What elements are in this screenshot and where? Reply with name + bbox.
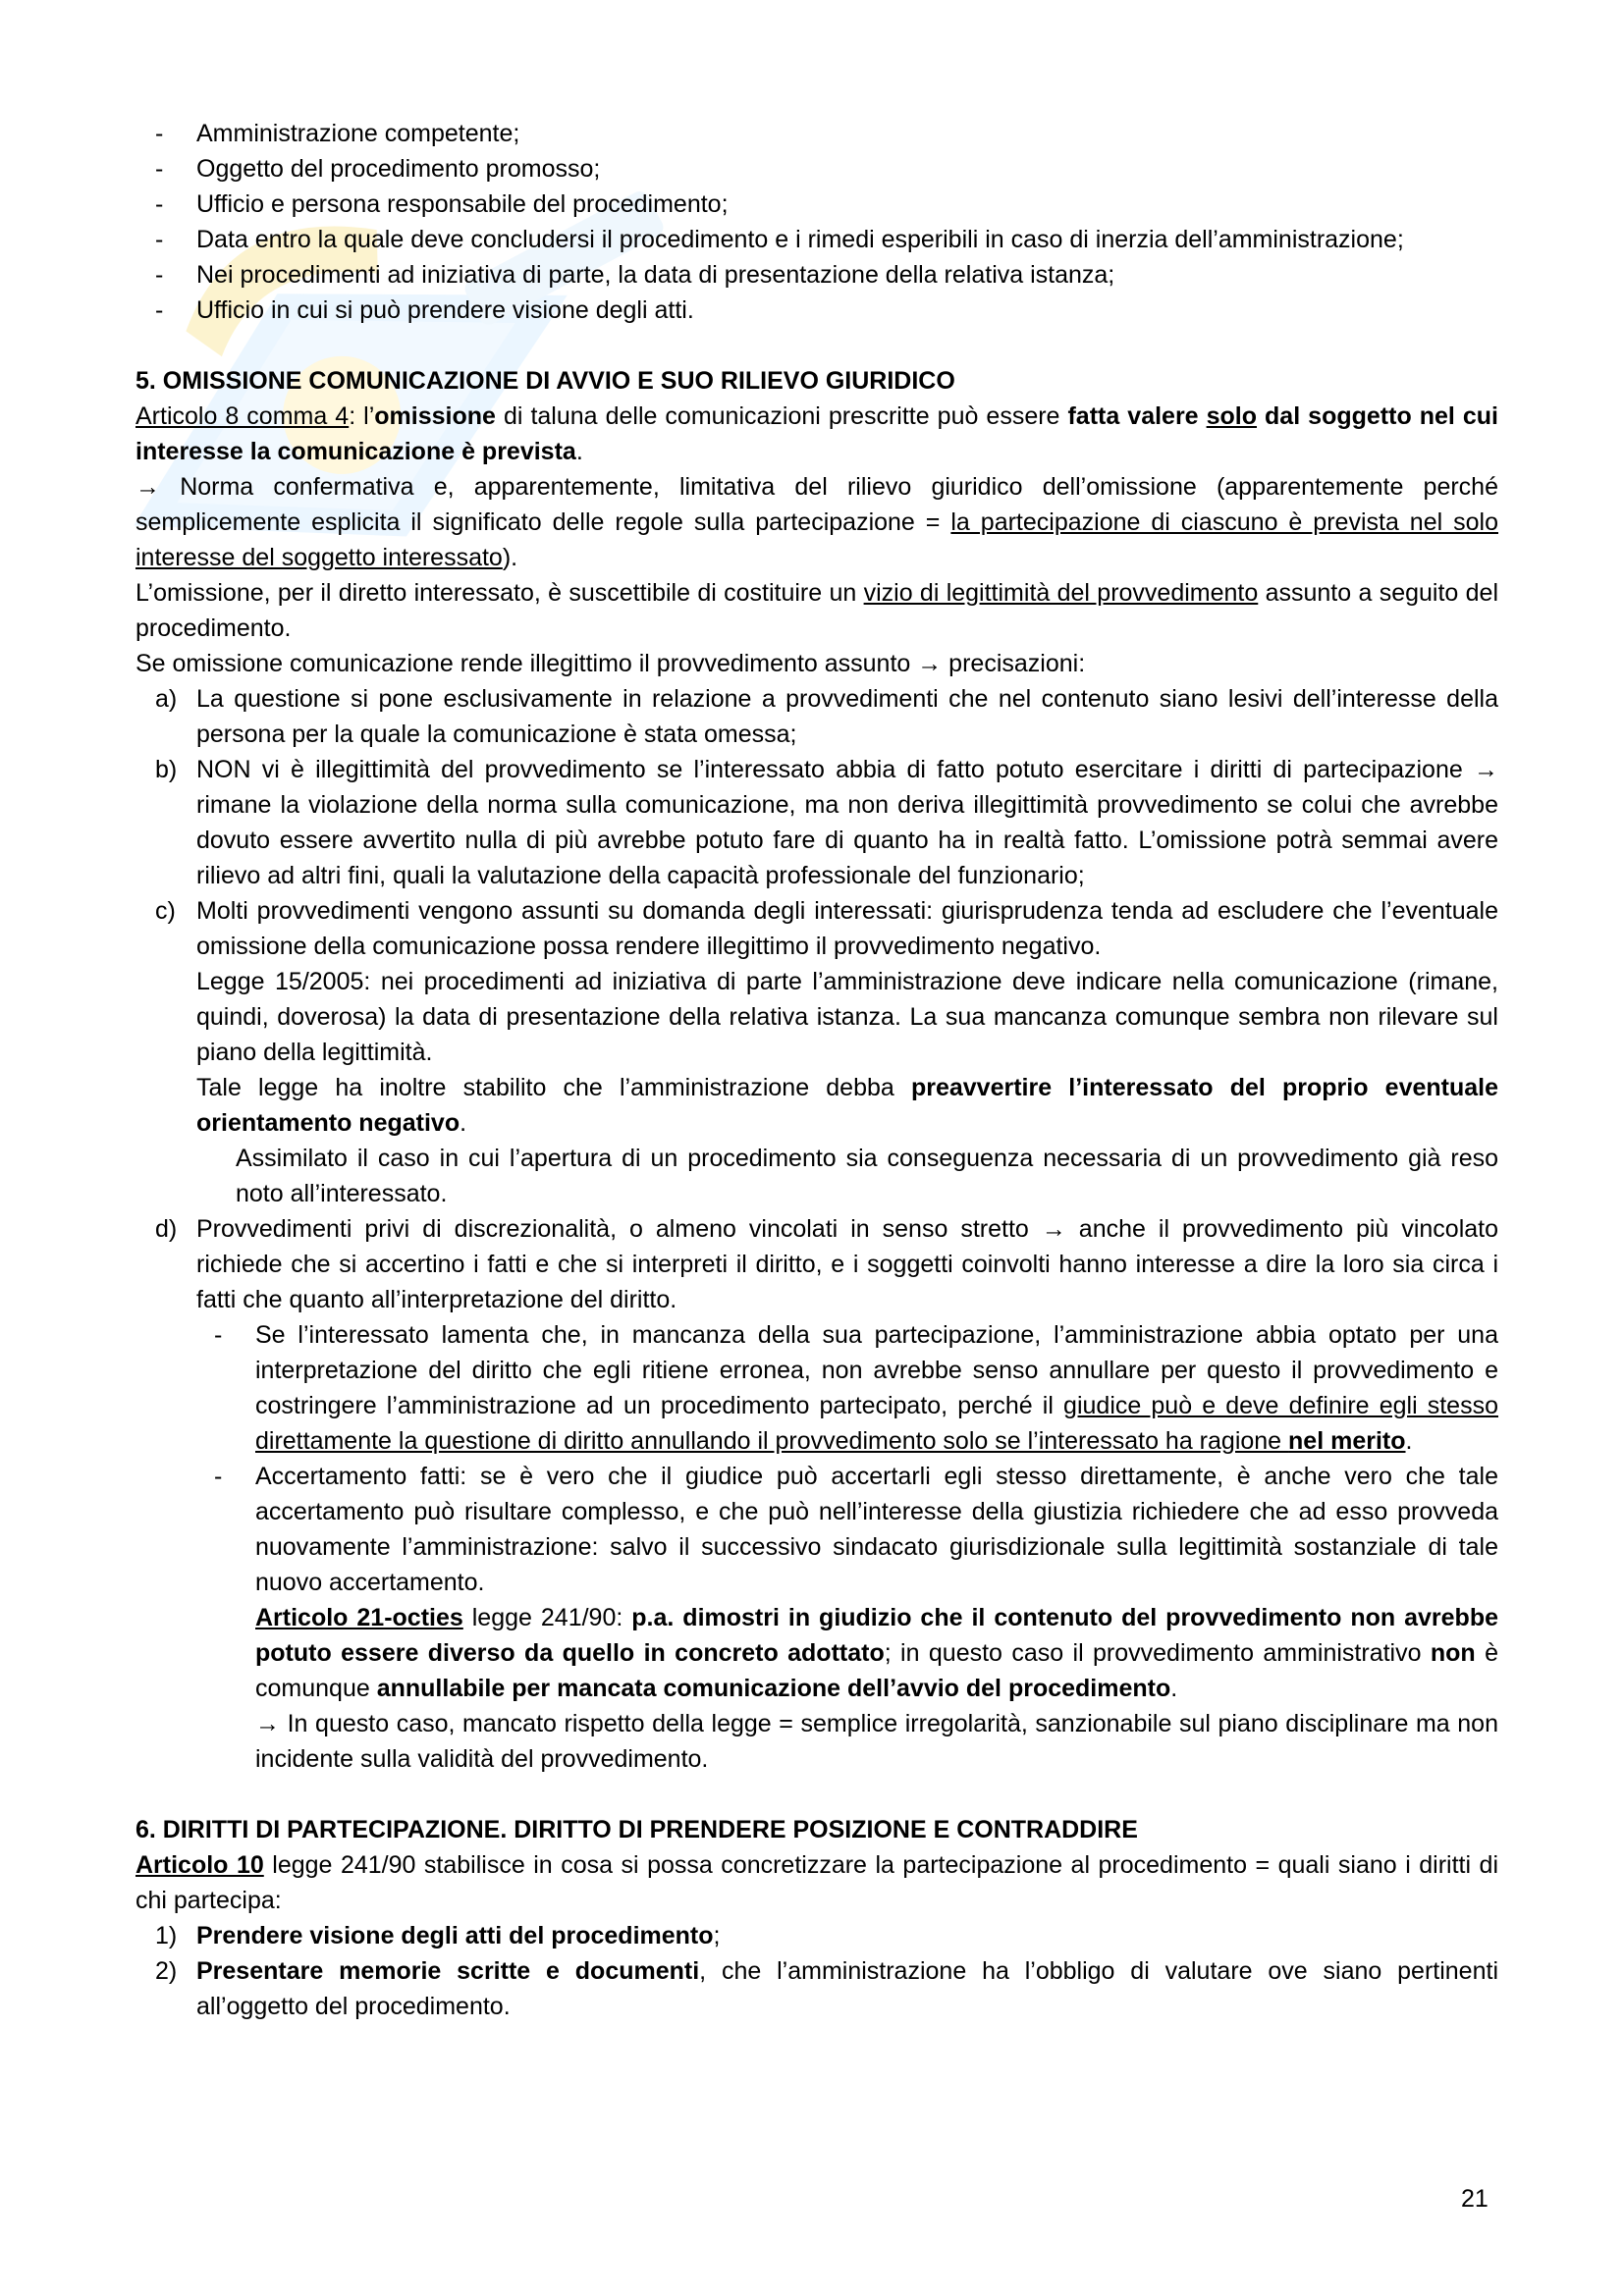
section-6-heading: 6. DIRITTI DI PARTECIPAZIONE. DIRITTO DI PRENDERE POSIZIONE E CONTRADDIRE: [135, 1816, 1138, 1843]
article-reference: Articolo 8 comma 4: [135, 402, 350, 430]
article-10-paragraph: Articolo 10 legge 241/90 stabilisce in cosa si possa concretizzare la partecipazione al procedimento = quali siano i diritti di chi partecipa:: [135, 1851, 1498, 1914]
list-item: - Oggetto del procedimento promosso;: [135, 151, 1498, 187]
list-item: - Ufficio e persona responsabile del procedimento;: [135, 187, 1498, 222]
precisazioni-list: [135, 681, 1498, 1317]
norma-confermativa-paragraph: → Norma confermativa e, apparentemente, limitativa del rilievo giuridico dell’omissione (apparentemente perché semplicemente esplicita il significato delle regole sulla partecipazione = la partecipazione di ciascuno è prevista nel solo interesse del soggetto interessato).: [135, 473, 1498, 571]
article-21-octies-paragraph: Articolo 21-octies legge 241/90: p.a. dimostri in giudizio che il contenuto del provvedimento non avrebbe potuto essere diverso da quello in concreto adottato; in questo caso il provvedimento amministrativo non è comunque annullabile per mancata comunicazione dell’avvio del procedimento.: [255, 1604, 1498, 1702]
page-number: 21: [1461, 2185, 1489, 2213]
list-item-c: c) Molti provvedimenti vengono assunti su domanda degli interessati: giurisprudenza tenda ad escludere che l’eventuale omissione della comunicazione possa rendere illegittimo il provvedimento negativo. Legge 15/2005: nei procedimenti ad iniziativa di parte l’amministrazione deve indicare nella comunicazione (rimane, quindi, doverosa) la data di presentazione della relativa istanza. La sua mancanza comunque sembra non rilevare sul piano della legittimità. Tale legge ha inoltre stabilito che l’amministrazione debba preavvertire l’interessato del proprio eventuale orientamento negativo. Assimilato il caso in cui l’apertura di un procedimento sia conseguenza necessaria di un provvedimento già reso noto all’interessato.: [155, 897, 1498, 1207]
list-item-a: a) La questione si pone esclusivamente in relazione a provvedimenti che nel contenuto siano lesivi dell’interesse della persona per la quale la comunicazione è stata omessa;: [155, 685, 1498, 748]
list-item: - Ufficio in cui si può prendere visione degli atti.: [135, 293, 1498, 328]
list-item: 2) Presentare memorie scritte e documenti, che l’amministrazione ha l’obbligo di valutare ove siano pertinenti all’oggetto del procedimento.: [155, 1957, 1498, 2020]
document-page: [135, 116, 1498, 2024]
list-item: - Nei procedimenti ad iniziativa di parte, la data di presentazione della relativa istanza;: [135, 257, 1498, 293]
article-8-paragraph: Articolo 8 comma 4: l’omissione di taluna delle comunicazioni prescritte può essere fatta valere solo dal soggetto nel cui interesse la comunicazione è prevista.: [135, 402, 1499, 465]
sub-list-item: - Accertamento fatti: se è vero che il giudice può accertarli egli stesso direttamente, è anche vero che tale accertamento può risultare complesso, e che può nell’interesse della giustizia richiedere che ad esso provveda nuovamente l’amministrazione: salvo il successivo sindacato giurisdizionale sulla legittimità sostanziale di tale nuovo accertamento. Articolo 21-octies legge 241/90: p.a. dimostri in giudizio che il contenuto del provvedimento non avrebbe potuto essere diverso da quello in concreto adottato; in questo caso il provvedimento amministrativo non è comunque annullabile per mancata comunicazione dell’avvio del procedimento. → In questo caso, mancato rispetto della legge = semplice irregolarità, sanzionabile sul piano disciplinare ma non incidente sulla validità del provvedimento.: [196, 1459, 1498, 1777]
precisazioni-intro: Se omissione comunicazione rende illegittimo il provvedimento assunto → precisazioni:: [135, 650, 1086, 677]
list-item-b: b) NON vi è illegittimità del provvedimento se l’interessato abbia di fatto potuto esercitare i diritti di partecipazione → rimane la violazione della norma sulla comunicazione, ma non deriva illegittimità provvedimento se colui che avrebbe dovuto essere avvertito nulla di più avrebbe potuto fare di quanto ha in realtà fatto. L’omissione potrà semmai avere rilievo ad altri fini, quali la valutazione della capacità professionale del funzionario;: [155, 756, 1498, 889]
participation-rights-list: [135, 1918, 1498, 2024]
section-5-heading: 5. OMISSIONE COMUNICAZIONE DI AVVIO E SUO RILIEVO GIURIDICO: [135, 367, 955, 395]
list-item-d-sublist: [196, 1317, 1498, 1777]
sub-list-item: - Se l’interessato lamenta che, in mancanza della sua partecipazione, l’amministrazione abbia optato per una interpretazione del diritto che egli ritiene erronea, non avrebbe senso annullare per questo il provvedimento e costringere l’amministrazione ad un procedimento partecipato, perché il giudice può e deve definire egli stesso direttamente la questione di diritto annullando il provvedimento solo se l’interessato ha ragione nel merito.: [196, 1317, 1498, 1459]
list-item: 1) Prendere visione degli atti del procedimento;: [155, 1922, 721, 1949]
list-item: - Amministrazione competente;: [135, 116, 1498, 151]
omissione-paragraph: L’omissione, per il diretto interessato, è suscettibile di costituire un vizio di legittimità del provvedimento assunto a seguito del procedimento.: [135, 579, 1498, 642]
list-item: - Data entro la quale deve concludersi il procedimento e i rimedi esperibili in caso di inerzia dell’amministrazione;: [135, 222, 1498, 257]
list-item-d: d) Provvedimenti privi di discrezionalità, o almeno vincolati in senso stretto → anche il provvedimento più vincolato richiede che si accertino i fatti e che si interpreti il diritto, e i soggetti coinvolti hanno interesse a dire la loro sia circa i fatti che quanto all’interpretazione del diritto.: [155, 1215, 1498, 1313]
notification-contents-list: [135, 116, 1498, 328]
